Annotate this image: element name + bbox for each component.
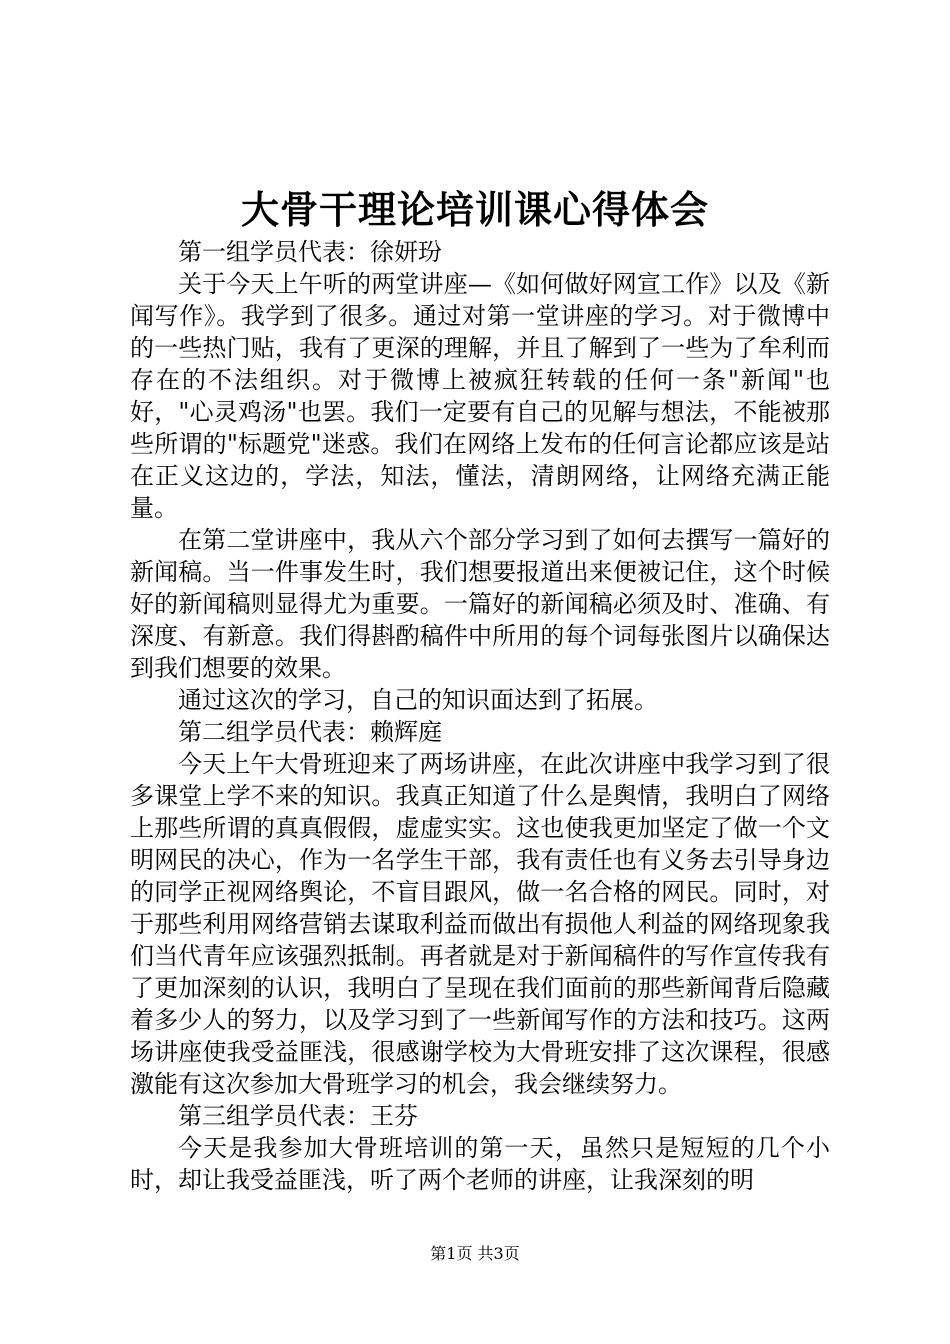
document-body [130,236,830,1196]
paragraph-group3-reflection: 今天是我参加大骨班培训的第一天，虽然只是短短的几个小时，却让我受益匪浅，听了两个老师的讲座，让我深刻的明 [130,1134,830,1194]
paragraph-group1-representative: 第一组学员代表：徐妍玢 [178,238,442,266]
paragraph-group2-representative: 第二组学员代表：赖辉庭 [178,718,442,746]
paragraph-group1-second-lecture: 在第二堂讲座中，我从六个部分学习到了如何去撰写一篇好的新闻稿。当一件事发生时，我们想要报道出来便被记住，这个时候好的新闻稿则显得尤为重要。一篇好的新闻稿必须及时、准确、有深度、有新意。我们得斟酌稿件中所用的每个词每张图片以确保达到我们想要的效果。 [130,526,830,682]
paragraph-group1-summary: 通过这次的学习，自己的知识面达到了拓展。 [178,686,658,714]
paragraph-group1-first-lecture: 关于今天上午听的两堂讲座—《如何做好网宣工作》以及《新闻写作》。我学到了很多。通过对第一堂讲座的学习。对于微博中的一些热门贴，我有了更深的理解，并且了解到了一些为了牟利而存在的不法组织。对于微博上被疯狂转载的任何一条"新闻"也好，"心灵鸡汤"也罢。我们一定要有自己的见解与想法，不能被那些所谓的"标题党"迷惑。我们在网络上发布的任何言论都应该是站在正义这边的，学法，知法，懂法，清朗网络，让网络充满正能量。 [130,270,830,522]
paragraph-group3-representative: 第三组学员代表：王芬 [178,1102,418,1130]
page-footer: 第1页 共3页 [430,1244,520,1263]
paragraph-group2-reflection: 今天上午大骨班迎来了两场讲座，在此次讲座中我学习到了很多课堂上学不来的知识。我真正知道了什么是舆情，我明白了网络上那些所谓的真真假假，虚虚实实。这也使我更加坚定了做一个文明网民的决心，作为一名学生干部，我有责任也有义务去引导身边的同学正视网络舆论，不盲目跟风，做一名合格的网民。同时，对于那些利用网络营销去谋取利益而做出有损他人利益的网络现象我们当代青年应该强烈抵制。再者就是对于新闻稿件的写作宣传我有了更加深刻的认识，我明白了呈现在我们面前的那些新闻背后隐藏着多少人的努力，以及学习到了一些新闻写作的方法和技巧。这两场讲座使我受益匪浅，很感谢学校为大骨班安排了这次课程，很感激能有这次参加大骨班学习的机会，我会继续努力。 [130,750,830,1098]
document-title: 大骨干理论培训课心得体会 [240,188,709,232]
